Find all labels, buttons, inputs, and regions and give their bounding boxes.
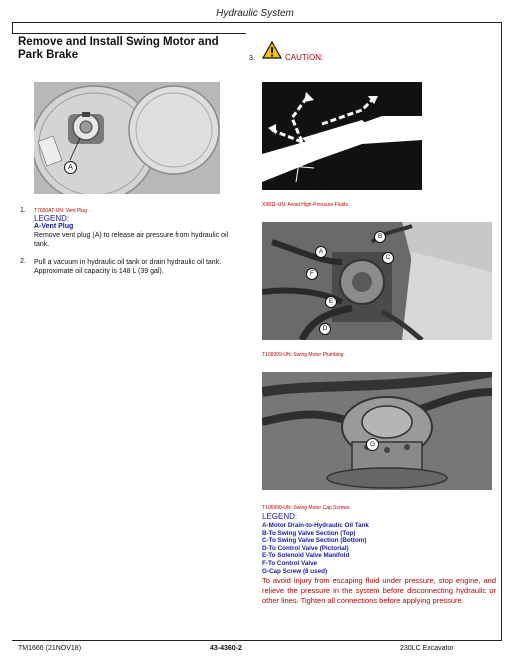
vent-plug-illustration	[34, 82, 220, 194]
legend-item-d: D-To Control Valve (Pictorial)	[262, 544, 349, 552]
title-rule	[12, 33, 246, 34]
header-rule	[12, 22, 502, 23]
legend-item-b: B-To Swing Valve Section (Top)	[262, 529, 356, 537]
legend-item-g: G-Cap Screw (8 used)	[262, 567, 328, 575]
fluid-caption: X9811-UN: Avoid High-Pressure Fluids	[262, 202, 348, 208]
legend-item-c: C-To Swing Valve Section (Bottom)	[262, 537, 367, 545]
step-1-legend-item: A-Vent Plug	[34, 223, 74, 230]
right-legend-list	[262, 522, 496, 575]
plumbing-caption: T106999-UN: Swing Motor Plumbing	[262, 352, 344, 358]
step-3-number: 3.	[249, 55, 255, 62]
callout-plumbing-d: D	[319, 323, 331, 335]
callout-plumbing-a: A	[315, 246, 327, 258]
caution-triangle-icon	[262, 41, 282, 59]
caution-warning-text: To avoid injury from escaping fluid under pressure, stop engine, and relieve the pressure in the system before disconnecting hydraulic or other lines. Tighten all connections before applying pressure.	[262, 576, 496, 605]
swing-motor-cap-screw-photo	[262, 372, 492, 490]
step-1-legend-title: LEGEND:	[34, 214, 70, 223]
callout-plumbing-b: B	[374, 231, 386, 243]
callout-plumbing-e: E	[325, 296, 337, 308]
caution-label: CAUTION:	[285, 53, 324, 62]
step-1-text: Remove vent plug (A) to release air pressure from hydraulic oil tank.	[34, 232, 229, 248]
callout-g: G	[366, 438, 379, 451]
high-pressure-fluid-illustration	[262, 82, 422, 190]
footer-page-number: 43-4360-2	[210, 645, 242, 652]
vent-plug-photo	[34, 82, 220, 194]
right-legend-title: LEGEND:	[262, 512, 298, 521]
step-2-number: 2.	[20, 258, 26, 265]
section-title: Remove and Install Swing Motor and Park Brake	[18, 36, 219, 61]
swing-motor-plumbing-photo	[262, 222, 492, 340]
callout-plumbing-f: F	[306, 268, 318, 280]
footer-manual-id: TM1666 (21NOV18)	[18, 645, 82, 652]
footer-rule	[12, 640, 502, 641]
fluid-spray-drawing	[262, 82, 422, 190]
legend-item-a: A-Motor Drain-to-Hydraulic Oil Tank	[262, 522, 369, 529]
footer-model: 230LC Excavator	[400, 645, 454, 652]
cap-screw-caption: T106990-UN: Swing Motor Cap Screws	[262, 505, 350, 511]
legend-item-e: E-To Solenoid Valve Manifold	[262, 552, 350, 560]
header-section-title: Hydraulic System	[216, 8, 294, 19]
callout-a: A	[64, 161, 77, 174]
step-2-text: Pull a vacuum in hydraulic oil tank or drain hydraulic oil tank. Approximate oil capacity is 148 L (39 gal).	[34, 259, 222, 275]
legend-item-f: F-To Control Valve	[262, 559, 318, 567]
right-border	[501, 22, 502, 640]
cap-screw-illustration	[262, 372, 492, 490]
step-1-number: 1.	[20, 207, 26, 214]
vent-plug-caption: T7650AT-UN: Vent Plug	[34, 208, 87, 214]
callout-plumbing-c: C	[382, 252, 394, 264]
